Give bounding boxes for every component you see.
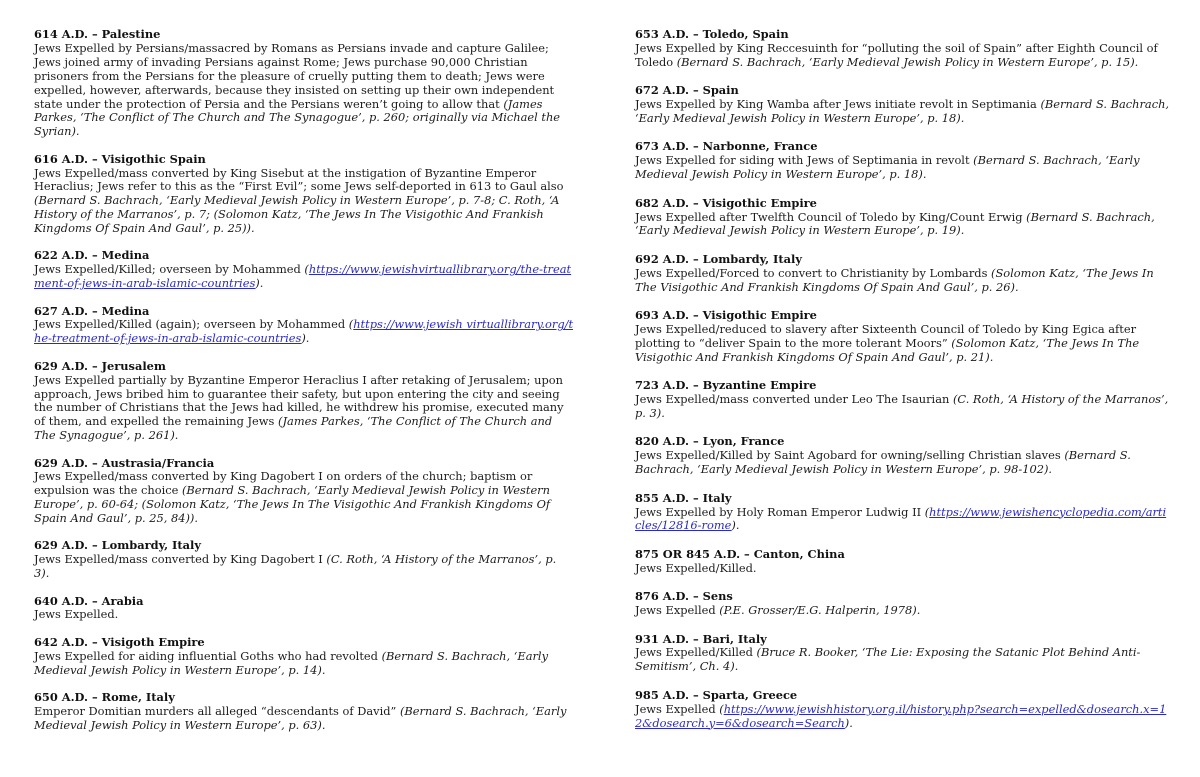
entry-citation: (Bernard S. Bachrach, ‘Early Medieval Jewish Policy in Western Europe’, p. 14). <box>34 648 549 677</box>
entry-body <box>34 42 574 139</box>
entry-citation: ( <box>719 701 724 716</box>
entry-text: Jews Expelled/Killed. <box>635 560 757 575</box>
entry-citation: (Solomon Katz, ‘The Jews In The Visigothic And Frankish Kingdoms Of Spain And Gaul’, p. 26). <box>635 265 1154 294</box>
entry-body <box>34 553 574 581</box>
entry-body <box>635 562 1170 576</box>
timeline-entry <box>635 548 1170 576</box>
entry-body <box>635 646 1170 674</box>
timeline-entry <box>635 435 1170 477</box>
entry-heading: 931 A.D. – Bari, Italy <box>635 631 767 646</box>
entry-text: Jews Expelled/mass converted by King Dagobert I on orders of the church; baptism or expulsion was the choice <box>34 469 533 498</box>
entry-body <box>635 449 1170 477</box>
entry-citation: (Bernard S. Bachrach, ‘Early Medieval Jewish Policy in Western Europe’, p. 18). <box>635 153 1140 182</box>
timeline-entry <box>34 305 574 347</box>
entry-heading: 876 A.D. – Sens <box>635 589 733 604</box>
entry-citation-close: ). <box>844 715 853 730</box>
entry-heading: 692 A.D. – Lombardy, Italy <box>635 251 802 266</box>
entry-heading: 723 A.D. – Byzantine Empire <box>635 378 817 393</box>
entry-text: Jews Expelled/mass converted by King Sisebut at the instigation of Byzantine Emperor Heraclius; Jews refer to this as the “First Evil”; some Jews self-deported in 613 to Gaul also <box>34 165 564 194</box>
entry-text: Jews Expelled for siding with Jews of Septimania in revolt <box>635 153 974 168</box>
timeline-entry <box>34 249 574 291</box>
entry-heading: 627 A.D. – Medina <box>34 303 150 318</box>
entry-citation: ( <box>348 317 354 332</box>
entry-heading: 629 A.D. – Jerusalem <box>34 358 166 373</box>
entry-body <box>635 154 1170 182</box>
entry-heading: 629 A.D. – Lombardy, Italy <box>34 538 201 553</box>
entry-citation-close: ). <box>301 331 310 346</box>
source-link[interactable]: https://www.jewish virtuallibrary.org/the-treatment-of-jews-in-arab-islamic-countries <box>34 317 574 346</box>
entry-heading: 672 A.D. – Spain <box>635 83 739 98</box>
entry-citation: ( <box>924 504 930 519</box>
timeline-entry <box>635 140 1170 182</box>
entry-text: Jews Expelled <box>635 603 720 618</box>
entry-heading: 875 OR 845 A.D. – Canton, China <box>635 546 845 561</box>
entry-heading: 820 A.D. – Lyon, France <box>635 434 785 449</box>
entry-body <box>635 267 1170 295</box>
entry-body <box>635 393 1170 421</box>
timeline-entry <box>34 539 574 581</box>
entry-body <box>635 98 1170 126</box>
entry-text: Jews Expelled partially by Byzantine Emperor Heraclius I after retaking of Jerusalem; upon approach, Jews bribed him to guarantee their safety, but upon entering the city and seeing the number of Christians that the Jews had killed, he withdrew his promise, executed many of them, and expelled the remaining Jews <box>34 372 564 429</box>
entry-text: Jews Expelled/Killed <box>635 645 757 660</box>
entry-citation: (Bernard S. Bachrach, ‘Early Medieval Jewish Policy in Western Europe’, p. 15). <box>676 54 1139 69</box>
entry-text: Jews Expelled by Holy Roman Emperor Ludwig II <box>635 504 925 519</box>
entry-heading: 673 A.D. – Narbonne, France <box>635 139 818 154</box>
entry-heading: 985 A.D. – Sparta, Greece <box>635 687 798 702</box>
entry-body <box>635 211 1170 239</box>
entry-text: Jews Expelled/mass converted by King Dagobert I <box>34 552 327 567</box>
entry-heading: 640 A.D. – Arabia <box>34 593 144 608</box>
entry-citation: (Bernard S. Bachrach, ‘Early Medieval Jewish Policy in Western Europe’, p. 63). <box>34 703 567 732</box>
entry-heading: 616 A.D. – Visigothic Spain <box>34 151 206 166</box>
entry-body <box>34 470 574 526</box>
entry-citation: (C. Roth, ‘A History of the Marranos’, p. 3). <box>635 392 1169 421</box>
entry-text: Jews Expelled for aiding influential Goths who had revolted <box>34 648 382 663</box>
entry-text: Emperor Domitian murders all alleged “descendants of David” <box>34 703 400 718</box>
source-link[interactable]: https://www.jewishhistory.org.il/history.php?search=expelled&dosearch.x=12&dosearch.y=6&dosearch=Search <box>635 701 1167 730</box>
source-link[interactable]: https://www.jewishvirtuallibrary.org/the-treatment-of-jews-in-arab-islamic-countries <box>34 262 572 291</box>
entry-heading: 650 A.D. – Rome, Italy <box>34 689 175 704</box>
timeline-entry <box>34 360 574 443</box>
entry-citation: (Bernard S. Bachrach, ‘Early Medieval Jewish Policy in Western Europe’, p. 19). <box>635 209 1155 238</box>
timeline-entry <box>34 691 574 733</box>
entry-text: Jews Expelled/Killed; overseen by Mohammed <box>34 262 305 277</box>
entry-citation: (Bernard S. Bachrach, ‘Early Medieval Jewish Policy in Western Europe’, p. 60-64; (Solomon Katz, ‘The Jews In The Visigothic And Frankish Kingdoms Of Spain And Gaul’, p. 25, 84)). <box>34 483 551 526</box>
timeline-entry <box>34 153 574 236</box>
timeline-entry <box>34 636 574 678</box>
entry-heading: 855 A.D. – Italy <box>635 490 732 505</box>
entry-citation-close: ). <box>255 276 264 291</box>
entry-citation: (Bruce R. Booker, ‘The Lie: Exposing the Satanic Plot Behind Anti-Semitism’, Ch. 4). <box>635 645 1141 674</box>
timeline-entry <box>34 28 574 139</box>
entry-heading: 693 A.D. – Visigothic Empire <box>635 308 817 323</box>
entry-body <box>635 604 1170 618</box>
timeline-entry <box>635 197 1170 239</box>
entry-body <box>635 506 1170 534</box>
entry-text: Jews Expelled by King Wamba after Jews initiate revolt in Septimania <box>635 97 1041 112</box>
entry-heading: 682 A.D. – Visigothic Empire <box>635 195 817 210</box>
timeline-entry <box>635 590 1170 618</box>
timeline-entry <box>635 253 1170 295</box>
entry-heading: 642 A.D. – Visigoth Empire <box>34 634 205 649</box>
entry-body <box>635 42 1170 70</box>
entry-body <box>34 318 574 346</box>
entry-text: Jews Expelled by Persians/massacred by Romans as Persians invade and capture Galilee; Jews joined army of invading Persians against Rome; Jews purchase 90,000 Christian prisoners from the Persians for the pleasure of cruelly putting them to death; Jews were expelled, however, afterwards, because they insisted on setting up their own independent state under the protection of Persia and the Persians weren’t going to allow that <box>34 40 555 111</box>
entry-citation: (P.E. Grosser/E.G. Halperin, 1978). <box>719 603 921 618</box>
entry-citation: (C. Roth, ‘A History of the Marranos’, p. 3). <box>34 552 557 581</box>
right-column <box>635 28 1170 745</box>
entry-text: Jews Expelled <box>635 701 720 716</box>
left-column <box>34 28 574 746</box>
timeline-entry <box>34 595 574 623</box>
timeline-entry <box>34 457 574 527</box>
entry-citation: (James Parkes, ‘The Conflict of The Church and The Synagogue’, p. 261). <box>34 414 553 443</box>
entry-heading: 629 A.D. – Austrasia/Francia <box>34 455 215 470</box>
entry-text: Jews Expelled by King Reccesuinth for “polluting the soil of Spain” after Eighth Council of Toledo <box>635 40 1158 69</box>
entry-citation: (Bernard S. Bachrach, ‘Early Medieval Jewish Policy in Western Europe’, p. 7-8; C. Roth, ‘A History of the Marranos’, p. 7; (Solomon Katz, ‘The Jews In The Visigothic And Frankish Kingdoms Of Spain And Gaul’, p. 25)). <box>34 193 560 236</box>
entry-body <box>34 650 574 678</box>
entry-citation: (Bernard S. Bachrach, ‘Early Medieval Jewish Policy in Western Europe’, p. 18). <box>635 97 1170 126</box>
timeline-entry <box>635 379 1170 421</box>
entry-body <box>34 167 574 237</box>
entry-text: Jews Expelled/reduced to slavery after Sixteenth Council of Toledo by King Egica after plotting to “deliver Spain to the more tolerant Moors” <box>635 322 1137 350</box>
timeline-entry <box>635 492 1170 534</box>
timeline-entry <box>635 309 1170 365</box>
timeline-entry <box>635 689 1170 731</box>
entry-body <box>34 374 574 444</box>
entry-text: Jews Expelled/Forced to convert to Christianity by Lombards <box>635 265 992 280</box>
timeline-entry <box>635 633 1170 675</box>
entry-text: Jews Expelled after Twelfth Council of Toledo by King/Count Erwig <box>635 209 1027 224</box>
entry-citation: (Bernard S. Bachrach, ‘Early Medieval Jewish Policy in Western Europe’, p. 98-102). <box>635 448 1131 477</box>
entry-citation: ( <box>304 262 309 277</box>
entry-text: Jews Expelled/mass converted under Leo The Isaurian <box>635 392 953 407</box>
entry-body <box>635 703 1170 731</box>
entry-text: Jews Expelled/Killed by Saint Agobard for owning/selling Christian slaves <box>635 448 1065 463</box>
entry-heading: 622 A.D. – Medina <box>34 248 150 263</box>
entry-body <box>34 705 574 733</box>
entry-body <box>34 608 574 622</box>
entry-body <box>635 323 1170 365</box>
entry-heading: 614 A.D. – Palestine <box>34 27 161 41</box>
entry-text: Jews Expelled. <box>34 607 119 622</box>
entry-citation: (James Parkes, ‘The Conflict of The Church and The Synagogue’, p. 260; originally via Michael the Syrian). <box>34 96 561 139</box>
entry-text: Jews Expelled/Killed (again); overseen by Mohammed <box>34 317 349 332</box>
entry-heading: 653 A.D. – Toledo, Spain <box>635 27 789 41</box>
entry-citation-close: ). <box>731 518 740 533</box>
source-link[interactable]: https://www.jewishencyclopedia.com/articles/12816-rome <box>635 504 1167 533</box>
entry-citation: (Solomon Katz, ‘The Jews In The Visigothic And Frankish Kingdoms Of Spain And Gaul’, p. 21). <box>635 335 1140 364</box>
entry-body <box>34 263 574 291</box>
timeline-entry <box>635 28 1170 70</box>
timeline-entry <box>635 84 1170 126</box>
